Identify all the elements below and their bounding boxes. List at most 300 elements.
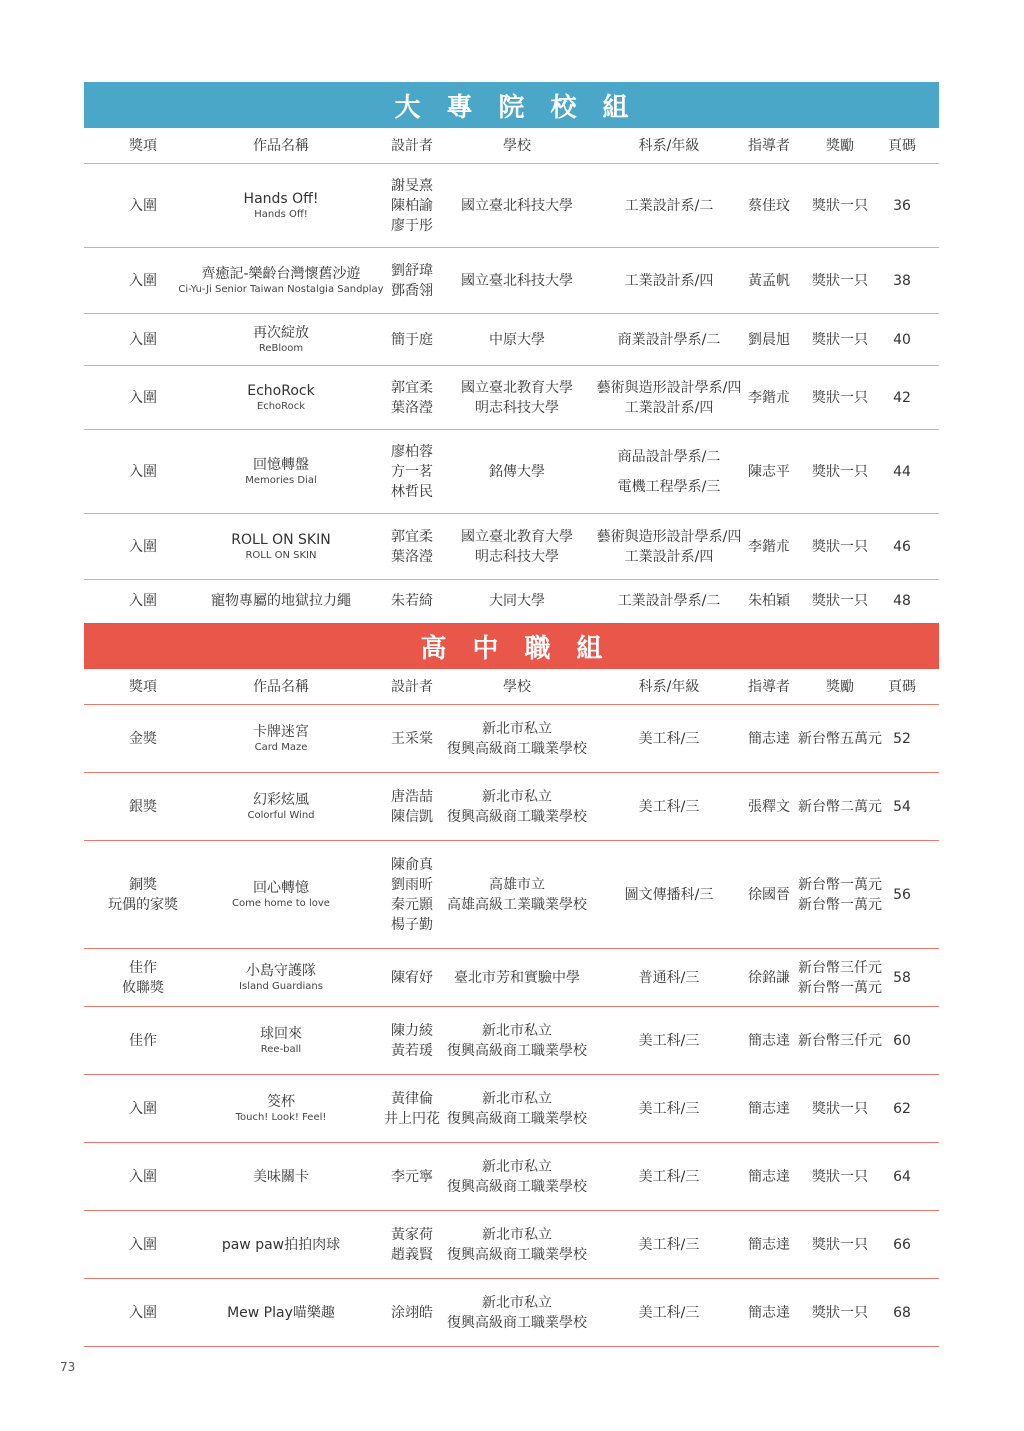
- teacher-line: 黃孟帆: [748, 272, 790, 289]
- work-name-cell: [202, 1007, 360, 1074]
- header-designers: 設計者: [391, 678, 433, 695]
- prize-line: 獎狀一只: [812, 593, 868, 609]
- header-dept: 科系/年級: [638, 678, 700, 695]
- table-row: [84, 1211, 939, 1279]
- designer-line: 劉雨昕: [391, 876, 433, 893]
- teacher-line: 李鍇朮: [748, 389, 790, 406]
- school-line: 新北市私立: [482, 788, 552, 805]
- department-cell: [589, 366, 749, 429]
- department-cell: [589, 430, 749, 513]
- work-english-title: ReBloom: [258, 342, 304, 354]
- school-cell: [436, 1075, 598, 1142]
- award-cell: [84, 949, 202, 1006]
- work-english-title: Memories Dial: [245, 474, 317, 486]
- designer-line: 郭宜柔: [391, 379, 433, 396]
- table-row: [84, 1007, 939, 1075]
- prize-cell: [794, 430, 886, 513]
- work-title: Mew Play喵樂趣: [227, 1304, 335, 1321]
- header-page: 頁碼: [888, 137, 916, 154]
- award-cell: [84, 314, 202, 365]
- prize-line: 新台幣一萬元: [798, 896, 882, 913]
- work-english-title: ROLL ON SKIN: [245, 549, 317, 561]
- designer-line: 劉舒瑋: [391, 262, 433, 279]
- highschool-award-table: [84, 669, 939, 1347]
- work-title: 齊癒記-樂齡台灣懷舊沙遊: [201, 265, 361, 282]
- teacher-cell: [739, 164, 799, 247]
- table-row: [84, 949, 939, 1007]
- department-line: 工業設計系/四: [624, 399, 714, 416]
- work-name-cell: [202, 430, 360, 513]
- prize-line: 新台幣一萬元: [798, 876, 882, 893]
- department-cell: [589, 514, 749, 579]
- work-name-cell: [202, 1279, 360, 1346]
- page-cell: [880, 164, 924, 247]
- header-work: 作品名稱: [253, 678, 309, 695]
- page-number-ref: 48: [893, 593, 911, 609]
- work-name-cell: [202, 514, 360, 579]
- school-line: 國立臺北科技大學: [461, 197, 573, 214]
- prize-cell: [794, 1143, 886, 1210]
- table-row: [84, 248, 939, 314]
- page-cell: [880, 773, 924, 840]
- department-line: 美工科/三: [638, 798, 700, 815]
- teacher-line: 徐國晉: [748, 886, 790, 903]
- school-line: 國立臺北教育大學: [461, 528, 573, 545]
- header-award: 獎項: [129, 137, 157, 154]
- teacher-cell: [739, 248, 799, 313]
- table-row: [84, 314, 939, 366]
- department-cell: [589, 1075, 749, 1142]
- prize-line: 獎狀一只: [812, 1236, 868, 1253]
- teacher-line: 簡志達: [748, 1168, 790, 1185]
- school-line: 復興高級商工職業學校: [447, 1110, 587, 1127]
- award-line: 入圍: [129, 272, 157, 289]
- school-line: 大同大學: [489, 593, 545, 609]
- table-header-row: [84, 128, 939, 164]
- school-line: 高雄高級工業職業學校: [447, 896, 587, 913]
- teacher-line: 簡志達: [748, 730, 790, 747]
- school-line: 新北市私立: [482, 1090, 552, 1107]
- department-line: 美工科/三: [638, 1236, 700, 1253]
- teacher-cell: [739, 366, 799, 429]
- designer-line: 黃律倫: [391, 1090, 433, 1107]
- work-title: 幻彩炫風: [253, 791, 309, 808]
- work-name-cell: [202, 366, 360, 429]
- school-cell: [436, 1007, 598, 1074]
- section-title: 大專院校組: [394, 92, 655, 123]
- table-header-row: [84, 669, 939, 705]
- page-number-ref: 56: [893, 886, 911, 903]
- award-cell: [84, 580, 202, 622]
- work-english-title: Colorful Wind: [247, 809, 315, 821]
- department-line: 圖文傳播科/三: [624, 886, 714, 903]
- table-row: [84, 1075, 939, 1143]
- work-english-title: EchoRock: [256, 400, 306, 412]
- designer-line: 趙義賢: [391, 1246, 433, 1263]
- teacher-line: 簡志達: [748, 1100, 790, 1117]
- prize-cell: [794, 705, 886, 772]
- award-cell: [84, 164, 202, 247]
- page-cell: [880, 949, 924, 1006]
- header-page: 頁碼: [888, 678, 916, 695]
- designer-line: 唐浩喆: [391, 788, 433, 805]
- header-school: 學校: [503, 137, 531, 154]
- designer-line: 郭宜柔: [391, 528, 433, 545]
- designer-line: 陳信凱: [391, 808, 433, 825]
- department-line: 工業設計學系/二: [617, 593, 721, 609]
- school-line: 復興高級商工職業學校: [447, 1042, 587, 1059]
- designer-line: 黃若瑗: [391, 1042, 433, 1059]
- prize-line: 獎狀一只: [812, 1304, 868, 1321]
- work-title: 筊杯: [267, 1093, 295, 1110]
- work-english-title: Hands Off!: [254, 208, 308, 220]
- school-line: 銘傳大學: [489, 463, 545, 480]
- page-cell: [880, 1211, 924, 1278]
- prize-cell: [794, 841, 886, 948]
- page-number-ref: 58: [893, 969, 911, 986]
- designer-line: 李元寧: [391, 1168, 433, 1185]
- school-cell: [436, 430, 598, 513]
- work-title: ROLL ON SKIN: [231, 531, 331, 548]
- prize-line: 新台幣三仟元: [798, 1032, 882, 1049]
- university-award-table: [84, 128, 939, 622]
- designer-line: 井上円花: [384, 1110, 440, 1127]
- designer-line: 朱若綺: [391, 593, 433, 609]
- work-name-cell: [202, 949, 360, 1006]
- page-cell: [880, 841, 924, 948]
- school-cell: [436, 949, 598, 1006]
- designer-line: 陳柏諭: [391, 197, 433, 214]
- prize-cell: [794, 1007, 886, 1074]
- header-teacher: 指導者: [748, 678, 790, 695]
- work-name-cell: [202, 1211, 360, 1278]
- prize-line: 新台幣二萬元: [798, 798, 882, 815]
- work-english-title: Card Maze: [254, 741, 308, 753]
- table-row: [84, 773, 939, 841]
- header-dept: 科系/年級: [638, 137, 700, 154]
- department-line: 電機工程學系/三: [617, 478, 721, 495]
- work-english-title: Island Guardians: [239, 980, 323, 992]
- table-row: [84, 514, 939, 580]
- prize-line: 獎狀一只: [812, 463, 868, 480]
- teacher-cell: [739, 1007, 799, 1074]
- work-name-cell: [202, 314, 360, 365]
- prize-line: 獎狀一只: [812, 331, 868, 348]
- prize-cell: [794, 1075, 886, 1142]
- department-cell: [589, 1007, 749, 1074]
- designer-line: 陳宥妤: [391, 969, 433, 986]
- work-name-cell: [202, 773, 360, 840]
- page-cell: [880, 366, 924, 429]
- award-cell: [84, 1007, 202, 1074]
- department-line: 美工科/三: [638, 1304, 700, 1321]
- page-cell: [880, 248, 924, 313]
- work-name-cell: [202, 1143, 360, 1210]
- designer-line: 秦元顥: [391, 896, 433, 913]
- page-number: 73: [60, 1360, 76, 1374]
- award-cell: [84, 773, 202, 840]
- page-cell: [880, 1007, 924, 1074]
- designer-line: 葉洛瀅: [391, 399, 433, 416]
- department-line: 商業設計學系/二: [617, 331, 721, 348]
- teacher-cell: [739, 314, 799, 365]
- school-line: 復興高級商工職業學校: [447, 1246, 587, 1263]
- award-line: 入圍: [129, 538, 157, 555]
- work-title: paw paw拍拍肉球: [221, 1236, 341, 1253]
- school-cell: [436, 164, 598, 247]
- teacher-line: 簡志達: [748, 1032, 790, 1049]
- designer-line: 方一茗: [391, 463, 433, 480]
- department-cell: [589, 705, 749, 772]
- school-cell: [436, 1279, 598, 1346]
- work-title: 卡牌迷宮: [253, 723, 309, 740]
- teacher-line: 蔡佳玟: [748, 197, 790, 214]
- work-name-cell: [202, 705, 360, 772]
- teacher-cell: [739, 514, 799, 579]
- teacher-line: 李鍇朮: [748, 538, 790, 555]
- award-cell: [84, 1143, 202, 1210]
- work-name-cell: [202, 841, 360, 948]
- teacher-cell: [739, 1211, 799, 1278]
- table-row: [84, 164, 939, 248]
- header-designers: 設計者: [391, 137, 433, 154]
- teacher-line: 簡志達: [748, 1304, 790, 1321]
- school-cell: [436, 773, 598, 840]
- school-line: 復興高級商工職業學校: [447, 1314, 587, 1331]
- page-cell: [880, 1075, 924, 1142]
- designer-line: 鄧喬翎: [391, 282, 433, 299]
- table-row: [84, 366, 939, 430]
- school-line: 新北市私立: [482, 720, 552, 737]
- page-number-ref: 46: [893, 538, 911, 555]
- award-line: 入圍: [129, 197, 157, 214]
- school-cell: [436, 1143, 598, 1210]
- work-name-cell: [202, 1075, 360, 1142]
- prize-cell: [794, 580, 886, 622]
- page-cell: [880, 1279, 924, 1346]
- page-number-ref: 44: [893, 463, 911, 480]
- award-line: 入圍: [129, 389, 157, 406]
- page-number-ref: 68: [893, 1304, 911, 1321]
- section-title: 高中職組: [420, 633, 629, 664]
- department-cell: [589, 1279, 749, 1346]
- work-name-cell: [202, 580, 360, 622]
- award-line: 銀獎: [129, 798, 157, 815]
- page-cell: [880, 580, 924, 622]
- header-teacher: 指導者: [748, 137, 790, 154]
- department-cell: [589, 164, 749, 247]
- school-line: 新北市私立: [482, 1158, 552, 1175]
- department-line: 工業設計系/四: [624, 548, 714, 565]
- department-line: 美工科/三: [638, 730, 700, 747]
- award-line: 玩偶的家獎: [108, 896, 178, 913]
- school-cell: [436, 705, 598, 772]
- work-title: 寵物專屬的地獄拉力繩: [211, 593, 351, 609]
- prize-cell: [794, 949, 886, 1006]
- page-number-ref: 62: [893, 1100, 911, 1117]
- teacher-line: 劉晨旭: [748, 331, 790, 348]
- department-line: 工業設計系/二: [624, 197, 714, 214]
- designer-line: 楊子勤: [391, 916, 433, 933]
- award-line: 金獎: [129, 730, 157, 747]
- school-line: 國立臺北科技大學: [461, 272, 573, 289]
- header-prize: 獎勵: [826, 678, 854, 695]
- award-cell: [84, 1075, 202, 1142]
- page-number-ref: 54: [893, 798, 911, 815]
- page-number-ref: 36: [893, 197, 911, 214]
- school-cell: [436, 841, 598, 948]
- designer-line: 涂翊皓: [391, 1304, 433, 1321]
- department-line: 美工科/三: [638, 1100, 700, 1117]
- school-cell: [436, 314, 598, 365]
- table-row: [84, 430, 939, 514]
- department-cell: [589, 314, 749, 365]
- work-english-title: Ree-ball: [260, 1043, 302, 1055]
- award-cell: [84, 1279, 202, 1346]
- designer-line: 王采棠: [391, 730, 433, 747]
- award-line: 銅獎: [129, 876, 157, 893]
- work-title: 回心轉憶: [253, 879, 309, 896]
- prize-cell: [794, 314, 886, 365]
- school-cell: [436, 1211, 598, 1278]
- award-line: 入圍: [129, 331, 157, 348]
- award-cell: [84, 248, 202, 313]
- department-cell: [589, 248, 749, 313]
- table-row: [84, 705, 939, 773]
- page-cell: [880, 430, 924, 513]
- department-cell: [589, 1143, 749, 1210]
- work-english-title: Come home to love: [232, 897, 330, 909]
- table-row: [84, 841, 939, 949]
- page-number-ref: 60: [893, 1032, 911, 1049]
- award-line: 入圍: [129, 1236, 157, 1253]
- work-title: 美味關卡: [253, 1168, 309, 1185]
- page-number-ref: 42: [893, 389, 911, 406]
- highschool-section-banner: [84, 623, 939, 669]
- teacher-cell: [739, 430, 799, 513]
- header-work: 作品名稱: [253, 137, 309, 154]
- table-row: [84, 1279, 939, 1347]
- work-title: 球回來: [260, 1025, 302, 1042]
- prize-cell: [794, 1279, 886, 1346]
- award-line: 攸聯獎: [122, 979, 164, 996]
- teacher-line: 簡志達: [748, 1236, 790, 1253]
- work-title: EchoRock: [247, 382, 315, 399]
- work-title: 回憶轉盤: [253, 456, 309, 473]
- department-line: 藝術與造形設計學系/四: [596, 379, 742, 396]
- award-cell: [84, 366, 202, 429]
- award-cell: [84, 841, 202, 948]
- designer-line: 黃家荷: [391, 1226, 433, 1243]
- teacher-line: 張釋文: [748, 798, 790, 815]
- prize-cell: [794, 164, 886, 247]
- award-cell: [84, 1211, 202, 1278]
- department-cell: [589, 949, 749, 1006]
- designer-line: 林哲民: [391, 483, 433, 500]
- table-row: [84, 580, 939, 622]
- teacher-cell: [739, 841, 799, 948]
- designer-line: 謝旻熹: [391, 177, 433, 194]
- prize-cell: [794, 773, 886, 840]
- prize-cell: [794, 1211, 886, 1278]
- prize-cell: [794, 514, 886, 579]
- department-line: 美工科/三: [638, 1168, 700, 1185]
- work-english-title: Ci-Yu-Ji Senior Taiwan Nostalgia Sandplay: [178, 283, 384, 295]
- header-school: 學校: [503, 678, 531, 695]
- prize-line: 獎狀一只: [812, 197, 868, 214]
- school-line: 臺北市芳和實驗中學: [454, 969, 580, 986]
- teacher-cell: [739, 949, 799, 1006]
- work-title: 再次綻放: [253, 324, 309, 341]
- page-cell: [880, 514, 924, 579]
- table-row: [84, 1143, 939, 1211]
- designer-line: 陳俞真: [391, 856, 433, 873]
- teacher-line: 朱柏穎: [748, 593, 790, 609]
- school-line: 明志科技大學: [475, 399, 559, 416]
- work-name-cell: [178, 248, 384, 313]
- work-name-cell: [202, 164, 360, 247]
- school-line: 復興高級商工職業學校: [447, 808, 587, 825]
- work-english-title: Touch! Look! Feel!: [235, 1111, 327, 1123]
- teacher-cell: [739, 1143, 799, 1210]
- work-title: 小島守護隊: [246, 962, 316, 979]
- award-line: 佳作: [129, 959, 157, 976]
- teacher-line: 徐銘謙: [748, 969, 790, 986]
- prize-line: 獎狀一只: [812, 1100, 868, 1117]
- school-line: 國立臺北教育大學: [461, 379, 573, 396]
- teacher-cell: [739, 773, 799, 840]
- department-cell: [589, 580, 749, 622]
- department-cell: [589, 1211, 749, 1278]
- department-cell: [589, 841, 749, 948]
- teacher-cell: [739, 1279, 799, 1346]
- teacher-cell: [739, 580, 799, 622]
- page-number-ref: 38: [893, 272, 911, 289]
- page-number-ref: 66: [893, 1236, 911, 1253]
- prize-line: 新台幣三仟元: [798, 959, 882, 976]
- designer-line: 廖于彤: [391, 217, 433, 234]
- award-line: 入圍: [129, 1168, 157, 1185]
- award-cell: [84, 705, 202, 772]
- school-line: 高雄市立: [489, 876, 545, 893]
- prize-line: 獎狀一只: [812, 389, 868, 406]
- award-line: 入圍: [129, 593, 157, 609]
- page-cell: [880, 314, 924, 365]
- header-award: 獎項: [129, 678, 157, 695]
- award-line: 佳作: [129, 1032, 157, 1049]
- page-cell: [880, 1143, 924, 1210]
- page-number-ref: 52: [893, 730, 911, 747]
- teacher-cell: [739, 1075, 799, 1142]
- department-line: 普通科/三: [638, 969, 700, 986]
- work-title: Hands Off!: [243, 190, 319, 207]
- award-cell: [84, 514, 202, 579]
- school-line: 中原大學: [489, 331, 545, 348]
- award-line: 入圍: [129, 1304, 157, 1321]
- page-number-ref: 40: [893, 331, 911, 348]
- page-number-ref: 64: [893, 1168, 911, 1185]
- prize-cell: [794, 366, 886, 429]
- prize-line: 獎狀一只: [812, 1168, 868, 1185]
- designer-line: 葉洛瀅: [391, 548, 433, 565]
- prize-line: 獎狀一只: [812, 272, 868, 289]
- school-line: 新北市私立: [482, 1022, 552, 1039]
- page-cell: [880, 705, 924, 772]
- award-cell: [84, 430, 202, 513]
- department-line: 美工科/三: [638, 1032, 700, 1049]
- university-section-banner: [84, 82, 939, 128]
- department-line: 商品設計學系/二: [617, 448, 721, 465]
